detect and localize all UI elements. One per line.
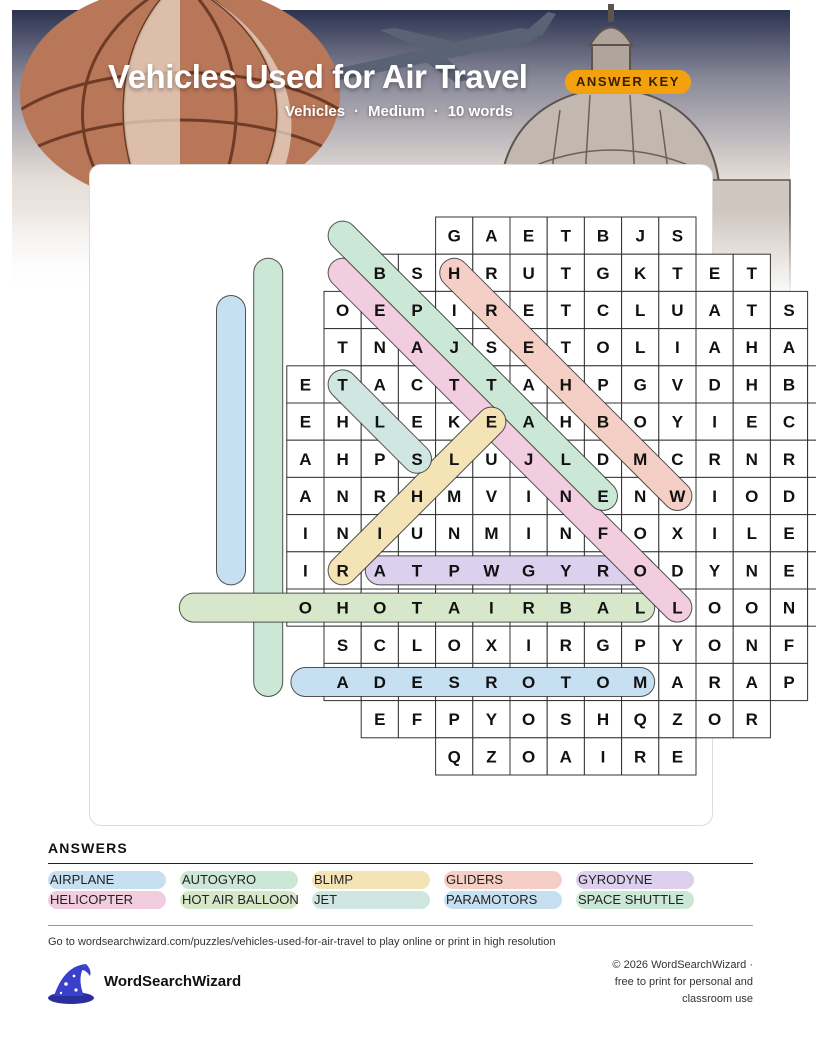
- grid-letter: U: [410, 524, 424, 544]
- grid-letter: O: [335, 301, 350, 320]
- answer-word: [578, 891, 684, 909]
- grid-letter: O: [373, 598, 387, 618]
- answer-label: HOT AIR BALLOON: [182, 892, 299, 907]
- grid-letter: H: [745, 338, 758, 358]
- grid-letter: O: [521, 747, 536, 767]
- answer-label: GYRODYNE: [578, 872, 653, 887]
- grid-letter: P: [783, 673, 795, 692]
- grid-letter: O: [745, 487, 759, 506]
- grid-letter: E: [522, 338, 535, 358]
- grid-letter: E: [485, 412, 498, 432]
- grid-cell: [808, 515, 816, 552]
- grid-letter: L: [374, 412, 385, 432]
- answer-label: AIRPLANE: [50, 872, 115, 887]
- grid-letter: G: [596, 263, 610, 283]
- grid-letter: I: [712, 487, 717, 506]
- grid-letter: T: [560, 226, 571, 246]
- grid-letter: A: [596, 598, 610, 618]
- grid-letter: G: [596, 635, 610, 655]
- grid-letter: I: [675, 338, 680, 358]
- grid-letter: G: [521, 561, 536, 581]
- grid-letter: A: [336, 673, 349, 692]
- grid-letter: T: [411, 561, 423, 581]
- grid-letter: P: [448, 561, 460, 581]
- footer-link-text: Go to wordsearchwizard.com/puzzles/vehicles-used-for-air-travel to play online or print in high resolution: [48, 936, 556, 948]
- grid-letter: S: [411, 263, 423, 283]
- grid-letter: Y: [671, 635, 684, 655]
- grid-letter: N: [559, 524, 572, 544]
- grid-letter: S: [560, 710, 572, 730]
- grid-cell: [808, 477, 816, 514]
- grid-letter: F: [597, 524, 609, 544]
- grid-letter: H: [448, 263, 461, 283]
- grid-letter: S: [783, 301, 795, 320]
- grid-letter: L: [449, 449, 460, 469]
- grid-letter: R: [782, 449, 796, 469]
- answer-word: [314, 891, 337, 909]
- grid-letter: E: [597, 487, 609, 506]
- grid-letter: I: [712, 524, 717, 544]
- grid-letter: E: [671, 747, 684, 767]
- brand-name: WordSearchWizard: [104, 973, 242, 990]
- grid-letter: H: [745, 375, 758, 395]
- grid-letter: H: [410, 487, 424, 506]
- grid-letter: X: [485, 635, 498, 655]
- grid-letter: C: [596, 301, 610, 320]
- answer-word: [446, 891, 537, 909]
- answer-word: [314, 871, 353, 889]
- grid-letter: I: [526, 524, 531, 544]
- grid-letter: A: [522, 412, 535, 432]
- grid-letter: E: [299, 375, 312, 395]
- grid-letter: E: [708, 263, 721, 283]
- grid-letter: H: [336, 598, 349, 618]
- grid-letter: O: [521, 673, 536, 692]
- grid-letter: O: [633, 412, 647, 432]
- grid-letter: T: [560, 301, 571, 320]
- grid-letter: T: [672, 263, 683, 283]
- grid-letter: O: [596, 673, 610, 692]
- grid-letter: O: [745, 598, 759, 618]
- grid-letter: F: [411, 710, 423, 730]
- grid-letter: R: [485, 301, 498, 320]
- grid-letter: R: [708, 673, 721, 692]
- grid-letter: P: [411, 301, 423, 320]
- grid-letter: O: [596, 338, 610, 358]
- grid-letter: R: [336, 561, 349, 581]
- category-label: Vehicles: [285, 103, 346, 120]
- grid-letter: H: [559, 375, 572, 395]
- grid-letter: E: [746, 412, 758, 432]
- answer-key-badge: ANSWER KEY: [565, 70, 691, 94]
- grid-cell: [808, 589, 816, 626]
- grid-letter: E: [783, 524, 795, 544]
- separator-dot: ·: [354, 103, 360, 120]
- grid-letter: S: [336, 635, 349, 655]
- grid-letter: I: [303, 524, 308, 544]
- grid-letter: A: [299, 449, 312, 469]
- grid-letter: M: [484, 524, 499, 544]
- grid-letter: A: [708, 301, 721, 320]
- grid-letter: J: [635, 226, 645, 246]
- grid-letter: L: [746, 524, 757, 544]
- grid-letter: K: [448, 412, 461, 432]
- grid-letter: T: [449, 375, 460, 395]
- answer-label: BLIMP: [314, 872, 354, 887]
- grid-letter: I: [451, 301, 457, 320]
- answers-heading: ANSWERS: [48, 840, 128, 856]
- copyright-line: © 2026 WordSearchWizard ·: [612, 959, 753, 971]
- grid-letter: E: [522, 226, 535, 246]
- answer-word: [182, 871, 256, 889]
- grid-letter: C: [782, 412, 796, 432]
- grid-letter: R: [485, 673, 498, 692]
- grid-letter: L: [635, 301, 646, 320]
- grid-letter: X: [671, 524, 684, 544]
- grid-letter: P: [597, 375, 609, 395]
- puzzle-title: Vehicles Used for Air Travel: [108, 58, 528, 95]
- grid-letter: R: [373, 487, 386, 506]
- grid-cell: [808, 366, 816, 403]
- grid-letter: O: [633, 524, 647, 544]
- grid-letter: A: [373, 561, 386, 581]
- copyright-line: classroom use: [682, 993, 753, 1005]
- grid-letter: E: [411, 673, 423, 692]
- grid-letter: N: [745, 635, 758, 655]
- grid-letter: S: [485, 338, 498, 358]
- answer-label: JET: [314, 892, 338, 907]
- answer-label: HELICOPTER: [50, 892, 134, 907]
- grid-cell: [808, 552, 816, 589]
- copyright-note: [553, 957, 753, 1008]
- grid-letter: T: [337, 338, 348, 358]
- grid-letter: A: [448, 598, 461, 618]
- copyright-line: free to print for personal and: [614, 976, 753, 988]
- grid-letter: L: [411, 635, 423, 655]
- separator-dot: ·: [433, 103, 439, 120]
- answer-label: GLIDERS: [446, 872, 504, 887]
- grid-letter: I: [526, 487, 531, 506]
- grid-letter: U: [671, 301, 684, 320]
- grid-letter: H: [559, 412, 572, 432]
- grid-letter: J: [449, 338, 459, 358]
- grid-letter: B: [373, 263, 386, 283]
- grid-letter: R: [745, 710, 758, 730]
- grid-letter: C: [671, 449, 684, 469]
- grid-letter: T: [560, 338, 571, 358]
- grid-letter: A: [373, 375, 386, 395]
- grid-letter: K: [634, 263, 647, 283]
- grid-letter: T: [411, 598, 423, 618]
- grid-letter: I: [303, 561, 308, 581]
- grid-letter: N: [745, 449, 758, 469]
- grid-letter: E: [522, 301, 535, 320]
- grid-letter: G: [633, 375, 647, 395]
- grid-letter: I: [526, 635, 531, 655]
- answer-word: [446, 871, 503, 889]
- word-count-label: 10 words: [447, 103, 513, 120]
- grid-letter: T: [337, 375, 348, 395]
- grid-letter: D: [596, 449, 610, 469]
- grid-letter: Y: [708, 561, 721, 581]
- grid-letter: Q: [633, 710, 647, 730]
- grid-letter: T: [746, 301, 757, 320]
- grid-letter: R: [559, 635, 572, 655]
- grid-letter: D: [671, 561, 684, 581]
- grid-letter: E: [374, 710, 386, 730]
- grid-letter: C: [373, 635, 386, 655]
- answer-word: [578, 871, 652, 889]
- grid-letter: L: [635, 338, 646, 358]
- grid-letter: T: [560, 673, 571, 692]
- grid-letter: M: [447, 487, 462, 506]
- grid-letter: F: [783, 635, 795, 655]
- grid-letter: A: [522, 375, 535, 395]
- divider-line: [48, 925, 753, 926]
- grid-letter: A: [708, 338, 721, 358]
- grid-letter: I: [489, 598, 494, 618]
- grid-letter: R: [634, 747, 647, 767]
- grid-letter: J: [523, 449, 534, 469]
- answer-label: PARAMOTORS: [446, 892, 538, 907]
- grid-cell: [808, 440, 816, 477]
- grid-letter: A: [410, 338, 424, 358]
- grid-letter: H: [336, 412, 349, 432]
- grid-letter: R: [485, 263, 498, 283]
- grid-letter: O: [521, 710, 536, 730]
- answer-label: AUTOGYRO: [182, 872, 257, 887]
- grid-letter: A: [745, 673, 758, 692]
- grid-letter: H: [336, 449, 349, 469]
- grid-letter: I: [712, 412, 717, 432]
- grid-letter: P: [448, 710, 460, 730]
- grid-letter: M: [633, 673, 648, 692]
- grid-letter: B: [782, 375, 796, 395]
- grid-letter: R: [596, 561, 610, 581]
- grid-letter: Y: [485, 710, 498, 730]
- grid-letter: L: [560, 449, 571, 469]
- grid-letter: P: [374, 449, 386, 469]
- grid-letter: B: [596, 412, 610, 432]
- grid-letter: H: [596, 710, 610, 730]
- grid-letter: N: [336, 524, 349, 544]
- grid-letter: E: [411, 412, 423, 432]
- grid-letter: I: [377, 524, 383, 544]
- grid-cell: [808, 403, 816, 440]
- grid-letter: N: [634, 487, 647, 506]
- grid-letter: C: [410, 375, 424, 395]
- grid-letter: N: [336, 487, 349, 506]
- answer-label: SPACE SHUTTLE: [578, 892, 684, 907]
- grid-letter: O: [707, 635, 722, 655]
- grid-letter: G: [447, 226, 461, 246]
- grid-letter: I: [600, 747, 606, 767]
- grid-letter: P: [634, 635, 646, 655]
- grid-letter: Z: [486, 747, 497, 767]
- grid-letter: R: [522, 598, 535, 618]
- grid-letter: L: [635, 598, 646, 618]
- grid-letter: S: [671, 226, 684, 246]
- answer-word: [50, 891, 133, 909]
- grid-letter: A: [485, 226, 498, 246]
- grid-letter: V: [485, 487, 498, 506]
- grid-letter: T: [746, 263, 757, 283]
- grid-letter: T: [486, 375, 497, 395]
- difficulty-label: Medium: [368, 103, 425, 120]
- grid-letter: W: [483, 561, 500, 581]
- grid-letter: N: [373, 338, 386, 358]
- grid-letter: O: [447, 635, 461, 655]
- grid-letter: A: [299, 487, 312, 506]
- grid-letter: N: [559, 487, 572, 506]
- grid-letter: E: [299, 412, 312, 432]
- grid-letter: D: [782, 487, 796, 506]
- grid-letter: E: [783, 561, 795, 581]
- grid-letter: W: [669, 487, 686, 506]
- grid-letter: O: [633, 561, 647, 581]
- grid-letter: N: [745, 561, 758, 581]
- grid-letter: O: [707, 710, 722, 730]
- grid-letter: A: [559, 747, 572, 767]
- grid-letter: U: [522, 263, 535, 283]
- grid-letter: O: [298, 598, 313, 618]
- grid-letter: B: [559, 598, 572, 618]
- grid-letter: E: [374, 301, 386, 320]
- grid-letter: O: [707, 598, 722, 618]
- grid-letter: N: [782, 598, 796, 618]
- grid-letter: Q: [447, 747, 461, 767]
- grid-letter: T: [560, 263, 571, 283]
- grid-letter: D: [373, 673, 386, 692]
- divider-line: [48, 863, 753, 864]
- answer-word: [182, 891, 299, 909]
- grid-letter: Y: [671, 412, 684, 432]
- grid-letter: L: [672, 598, 683, 618]
- answer-word: [50, 871, 114, 889]
- grid-letter: V: [671, 375, 684, 395]
- grid-letter: A: [671, 673, 684, 692]
- grid-letter: M: [633, 449, 648, 469]
- grid-letter: Y: [560, 561, 572, 581]
- grid-letter: D: [708, 375, 721, 395]
- grid-letter: A: [782, 338, 796, 358]
- grid-letter: Z: [672, 710, 683, 730]
- grid-letter: N: [448, 524, 461, 544]
- grid-letter: S: [448, 673, 460, 692]
- wizard-hat-icon: [46, 962, 96, 1006]
- grid-letter: S: [411, 449, 423, 469]
- grid-letter: B: [596, 226, 610, 246]
- grid-letter: U: [485, 449, 498, 469]
- grid-letter: R: [708, 449, 721, 469]
